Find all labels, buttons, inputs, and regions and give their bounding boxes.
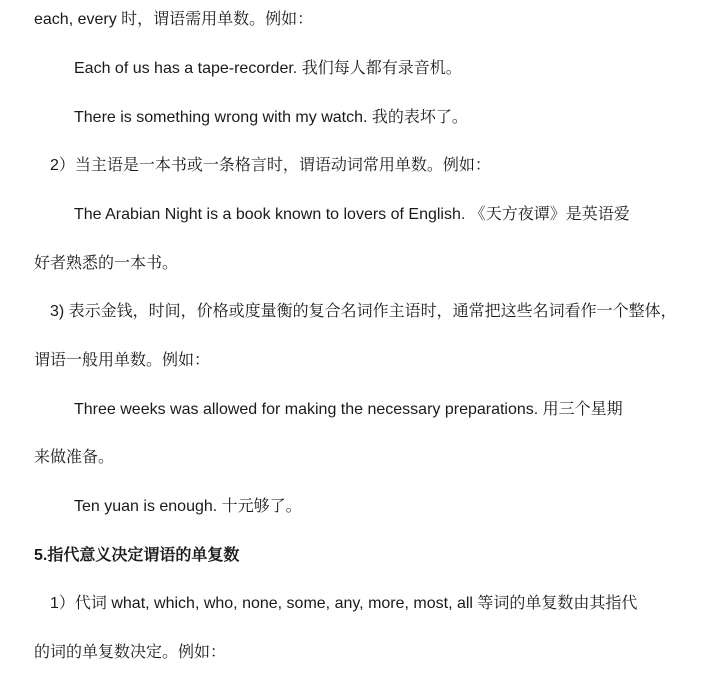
rule-item-1-continuation: 的词的单复数决定。例如： [34,644,227,661]
rule-item-3: 3) 表示金钱，时间，价格或度量衡的复合名词作主语时，通常把这些名词看作一个整体， [50,303,677,320]
paragraph-each-every-rule: each, every 时，谓语需用单数。例如： [34,11,314,28]
example-sentence-continuation: 来做准备。 [34,449,115,466]
rule-item-3-continuation: 谓语一般用单数。例如： [34,352,211,369]
rule-item-1: 1）代词 what, which, who, none, some, any, more, most, all 等词的单复数由其指代 [50,595,638,612]
example-sentence: Ten yuan is enough. 十元够了。 [74,498,302,515]
example-sentence-continuation: 好者熟悉的一本书。 [34,255,179,272]
rule-item-2: 2）当主语是一本书或一条格言时，谓语动词常用单数。例如： [50,157,491,174]
section-heading: 5.指代意义决定谓语的单复数 [34,547,240,564]
example-sentence: Three weeks was allowed for making the necessary preparations. 用三个星期 [74,401,623,418]
example-sentence: There is something wrong with my watch. 我的表坏了。 [74,109,468,126]
example-sentence: Each of us has a tape-recorder. 我们每人都有录音机。 [74,60,462,77]
example-sentence: The Arabian Night is a book known to lovers of English. 《天方夜谭》是英语爱 [74,206,630,223]
